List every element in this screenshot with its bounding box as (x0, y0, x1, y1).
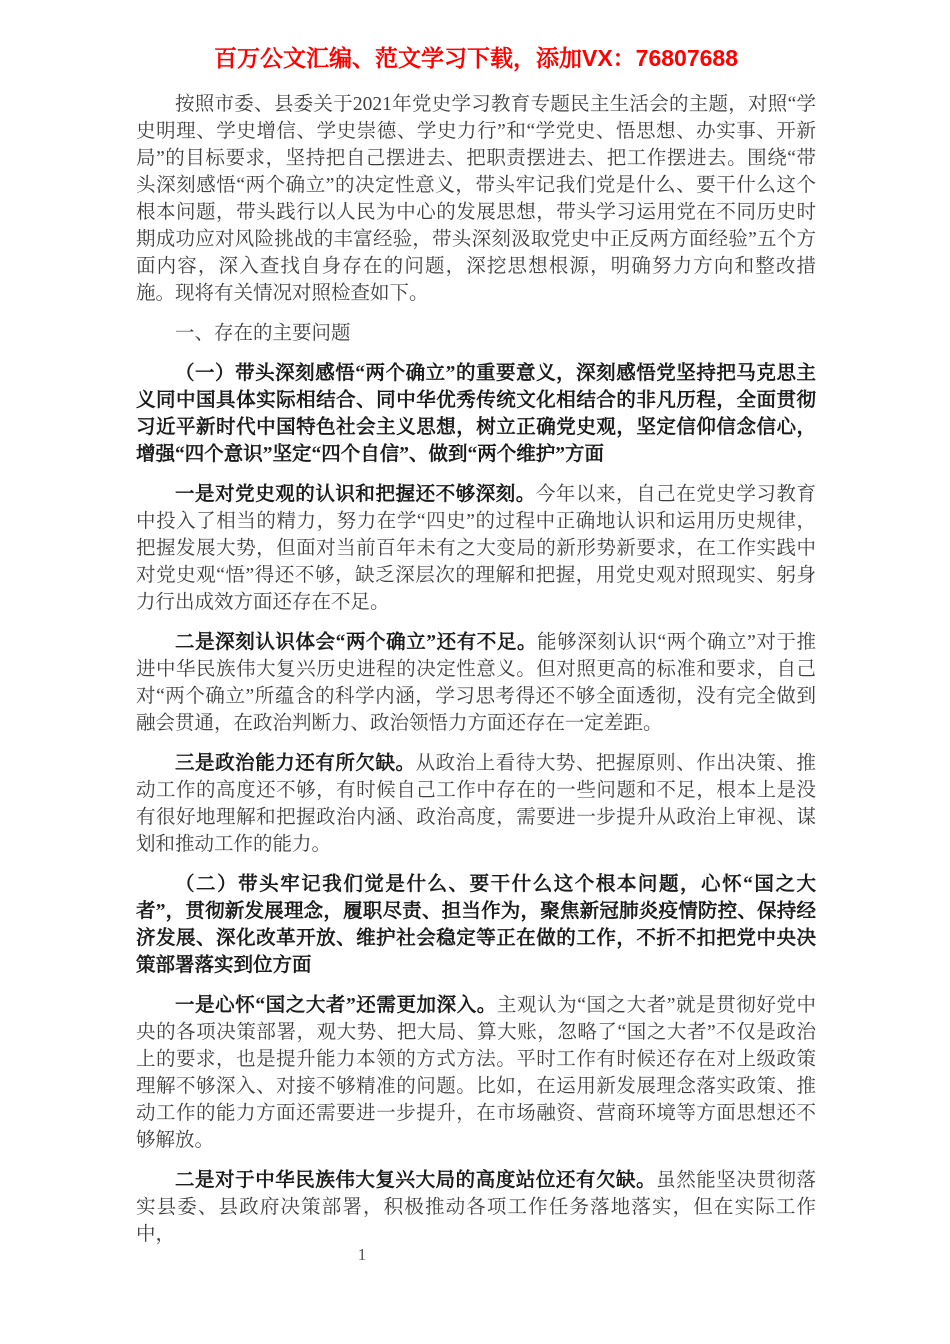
issue-b2-paragraph (136, 1167, 816, 1248)
header-notice: 百万公文汇编、范文学习下载，添加VX：76807688 (213, 45, 738, 71)
page-number: 1 (357, 1245, 367, 1264)
section-1-heading: 一、存在的主要问题 (175, 323, 351, 344)
issue-a3-body: 从政治上看待大势、把握原则、作出决策、推动工作的高度还不够，有时候自己工作中存在的一些问题和不足，根本上是没有很好地理解和把握政治内涵、政治高度，需要进一步提升从政治上审视、谋划和推动工作的能力。 (136, 753, 816, 855)
issue-b2-lead: 二是对于中华民族伟大复兴大局的高度站位还有欠缺。 (175, 1170, 657, 1191)
issue-a2-lead: 二是深刻认识体会“两个确立”还有不足。 (175, 632, 538, 653)
issue-a2-paragraph (136, 629, 816, 737)
issue-b1-body: 主观认为“国之大者”就是贯彻好党中央的各项决策部署，观大势、把大局、算大账，忽略了“国之大者”不仅是政治上的要求，也是提升能力本领的方式方法。平时工作有时候还存在对上级政策理解不够深入、对接不够精准的问题。比如，在运用新发展理念落实政策、推动工作的能力方面还需要进一步提升，在市场融资、营商环境等方面思想还不够解放。 (136, 995, 816, 1151)
issue-a1-paragraph (136, 481, 816, 616)
issue-a1-body: 今年以来，自己在党史学习教育中投入了相当的精力，努力在学“四史”的过程中正确地认识和运用历史规律，把握发展大势，但面对当前百年未有之大变局的新形势新要求，在工作实践中对党史观“悟”得还不够，缺乏深层次的理解和把握，用党史观对照现实、躬身力行出成效方面还存在不足。 (136, 484, 816, 613)
issue-b2-body: 虽然能坚决贯彻落实县委、县政府决策部署，积极推动各项工作任务落地落实，但在实际工作中， (136, 1170, 816, 1245)
subsection-b-heading: （二）带头牢记我们觉是什么、要干什么这个根本问题，心怀“国之大者”，贯彻新发展理念，履职尽责、担当作为，聚焦新冠肺炎疫情防控、保持经济发展、深化改革开放、维护社会稳定等正在做的工作，不折不扣把党中央决策部署落实到位方面 (136, 874, 816, 976)
issue-b1-lead: 一是心怀“国之大者”还需更加深入。 (175, 995, 497, 1016)
issue-a1-lead: 一是对党史观的认识和把握还不够深刻。 (175, 484, 536, 505)
intro-paragraph: 按照市委、县委关于2021年党史学习教育专题民主生活会的主题，对照“学史明理、学史增信、学史崇德、学史力行”和“学党史、悟思想、办实事、开新局”的目标要求，坚持把自己摆进去、把职责摆进去、把工作摆进去。围绕“带头深刻感悟“两个确立”的决定性意义，带头牢记我们党是什么、要干什么这个根本问题，带头践行以人民为中心的发展思想，带头学习运用党在不同历史时期成功应对风险挑战的丰富经验，带头深刻汲取党史中正反两方面经验”五个方面内容，深入查找自身存在的问题，深挖思想根源，明确努力方向和整改措施。现将有关情况对照检查如下。 (136, 94, 816, 304)
issue-b1-paragraph (136, 992, 816, 1154)
issue-a2-body: 能够深刻认识“两个确立”对于推进中华民族伟大复兴历史进程的决定性意义。但对照更高的标准和要求，自己对“两个确立”所蕴含的科学内涵，学习思考得还不够全面透彻，没有完全做到融会贯通，在政治判断力、政治领悟力方面还存在一定差距。 (136, 632, 816, 734)
subsection-a-heading: （一）带头深刻感悟“两个确立”的重要意义，深刻感悟党坚持把马克思主义同中国具体实际相结合、同中华优秀传统文化相结合的非凡历程，全面贯彻习近平新时代中国特色社会主义思想，树立正确党史观，坚定信仰信念信心，增强“四个意识”坚定“四个自信”、做到“两个维护”方面 (136, 363, 816, 465)
issue-a3-lead: 三是政治能力还有所欠缺。 (175, 753, 416, 774)
issue-a3-paragraph (136, 750, 816, 858)
